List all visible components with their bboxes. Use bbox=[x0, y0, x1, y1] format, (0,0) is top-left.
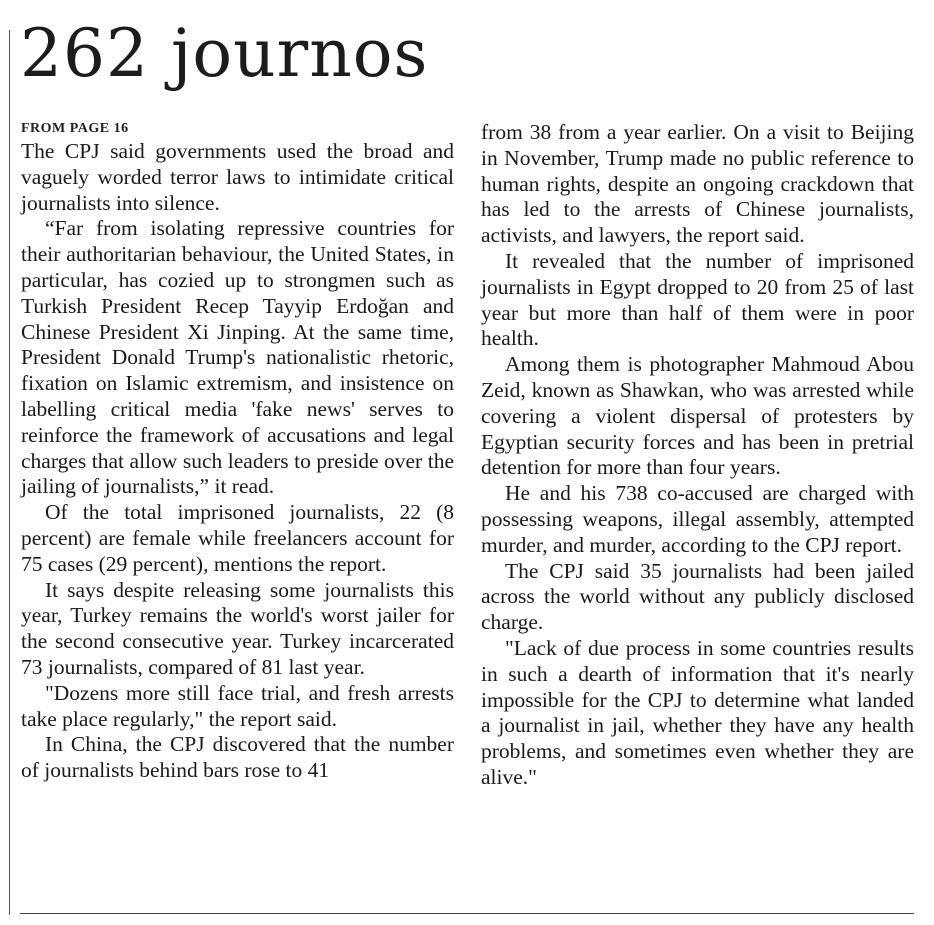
paragraph: "Lack of due process in some countries results in such a dearth of information that it's nearly impossible for the CPJ to determine what landed a journalist in jail, whether they have any health problems, and sometimes even whether they are alive." bbox=[481, 635, 914, 789]
paragraph: Among them is photographer Mahmoud Abou Zeid, known as Shawkan, who was arrested while covering a violent dispersal of protesters by Egyptian security forces and has been in pretrial detention for more than four years. bbox=[481, 352, 914, 480]
paragraph: The CPJ said governments used the broad and vaguely worded terror laws to intimidate critical journalists into silence. bbox=[21, 139, 454, 215]
paragraph: In China, the CPJ discovered that the number of journalists behind bars rose to 41 bbox=[21, 732, 454, 783]
paragraph: He and his 738 co-accused are charged with possessing weapons, illegal assembly, attempted murder, and murder, according to the CPJ report. bbox=[481, 481, 914, 557]
paragraph: from 38 from a year earlier. On a visit to Beijing in November, Trump made no public reference to human rights, despite an ongoing crackdown that has led to the arrests of Chinese journalists, activists, and lawyers, the report said. bbox=[481, 120, 914, 248]
article-column-right bbox=[481, 120, 914, 791]
paragraph: It says despite releasing some journalists this year, Turkey remains the world's worst jailer for the second consecutive year. Turkey incarcerated 73 journalists, compared of 81 last year. bbox=[21, 577, 454, 679]
column-rule-left bbox=[9, 30, 10, 915]
kicker-from-page: FROM PAGE 16 bbox=[21, 121, 129, 136]
paragraph: "Dozens more still face trial, and fresh arrests take place regularly," the report said. bbox=[21, 680, 454, 731]
headline: 262 journos bbox=[20, 15, 429, 92]
paragraph: Of the total imprisoned journalists, 22 (8 percent) are female while freelancers account for 75 cases (29 percent), mentions the report. bbox=[21, 500, 454, 576]
article-column-left bbox=[21, 120, 454, 784]
bottom-rule bbox=[20, 913, 914, 914]
paragraph: It revealed that the number of imprisoned journalists in Egypt dropped to 20 from 25 of last year but more than half of them were in poor health. bbox=[481, 248, 914, 351]
paragraph: The CPJ said 35 journalists had been jailed across the world without any publicly disclosed charge. bbox=[481, 558, 914, 635]
paragraph: “Far from isolating repressive countries for their authoritarian behaviour, the United States, in particular, has cozied up to strongmen such as Turkish President Recep Tayyip Erdoğan and Chinese President Xi Jinping. At the same time, President Donald Trump's nationalistic rhetoric, fixation on Islamic extremism, and insistence on labelling critical media 'fake news' serves to reinforce the framework of accusations and legal charges that allow such leaders to preside over the jailing of journalists,” it read. bbox=[21, 216, 454, 499]
